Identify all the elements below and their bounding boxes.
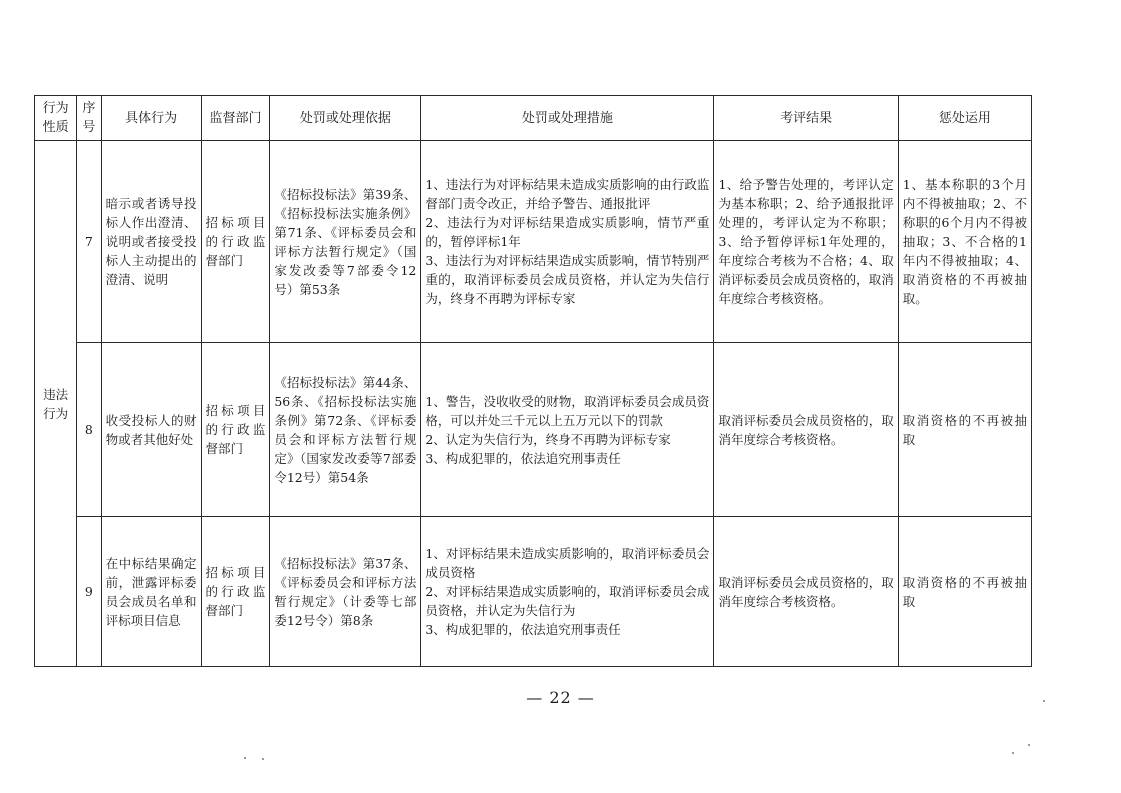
act-cell: 暗示或者诱导投标人作出澄清、说明或者接受投标人主动提出的澄清、说明 bbox=[101, 141, 201, 343]
basis-cell: 《招标投标法》第39条、《招标投标法实施条例》第71条、《评标委员会和评标方法暂行规定》（国家发改委等7部委令12号）第53条 bbox=[270, 141, 421, 343]
measure-cell: 1、违法行为对评标结果未造成实质影响的由行政监督部门责令改正，并给予警告、通报批评 2、违法行为对评标结果造成实质影响，情节严重的，暂停评标1年 3、违法行为对评标结果造成实质影响，情节特别严重的，取消评标委员会成员资格，并认定为失信行为，终身不再聘为评标专家 bbox=[421, 141, 714, 343]
table-row bbox=[35, 517, 1032, 667]
use-cell: 取消资格的不再被抽取 bbox=[898, 517, 1031, 667]
scan-speck bbox=[244, 757, 246, 759]
table-row bbox=[35, 141, 1032, 343]
measure-cell: 1、对评标结果未造成实质影响的，取消评标委员会成员资格 2、对评标结果造成实质影响的，取消评标委员会成员资格，并认定为失信行为 3、构成犯罪的，依法追究刑事责任 bbox=[421, 517, 714, 667]
header-nature: 行为 性质 bbox=[35, 96, 77, 141]
header-use: 惩处运用 bbox=[898, 96, 1031, 141]
dept-cell: 招标项目的行政监督部门 bbox=[201, 517, 270, 667]
header-act: 具体行为 bbox=[101, 96, 201, 141]
use-cell: 取消资格的不再被抽取 bbox=[898, 343, 1031, 517]
seq-cell: 9 bbox=[77, 517, 101, 667]
act-cell: 在中标结果确定前，泄露评标委员会成员名单和评标项目信息 bbox=[101, 517, 201, 667]
nature-cell: 违法 行为 bbox=[35, 141, 77, 667]
penalty-table bbox=[34, 95, 1032, 667]
scan-speck bbox=[1028, 744, 1030, 746]
basis-cell: 《招标投标法》第37条、《评标委员会和评标方法暂行规定》（计委等七部委12号令）第8条 bbox=[270, 517, 421, 667]
measure-cell: 1、警告，没收收受的财物，取消评标委员会成员资格，可以并处三千元以上五万元以下的罚款 2、认定为失信行为，终身不再聘为评标专家 3、构成犯罪的，依法追究刑事责任 bbox=[421, 343, 714, 517]
header-result: 考评结果 bbox=[714, 96, 898, 141]
dept-cell: 招标项目的行政监督部门 bbox=[201, 141, 270, 343]
dept-cell: 招标项目的行政监督部门 bbox=[201, 343, 270, 517]
header-measure: 处罚或处理措施 bbox=[421, 96, 714, 141]
seq-cell: 8 bbox=[77, 343, 101, 517]
result-cell: 取消评标委员会成员资格的，取消年度综合考核资格。 bbox=[714, 343, 898, 517]
page-number: — 22 — bbox=[526, 688, 595, 707]
use-cell: 1、基本称职的3个月内不得被抽取；2、不称职的6个月内不得被抽取；3、不合格的1年内不得被抽取；4、取消资格的不再被抽取。 bbox=[898, 141, 1031, 343]
header-seq: 序 号 bbox=[77, 96, 101, 141]
scan-speck bbox=[1043, 700, 1045, 702]
scan-speck bbox=[1012, 752, 1014, 754]
table-row bbox=[35, 343, 1032, 517]
result-cell: 1、给予警告处理的，考评认定为基本称职；2、给予通报批评处理的，考评认定为不称职；3、给予暂停评标1年处理的，年度综合考核为不合格；4、取消评标委员会成员资格的，取消年度综合考核资格。 bbox=[714, 141, 898, 343]
table-header-row bbox=[35, 96, 1032, 141]
header-dept: 监督部门 bbox=[201, 96, 270, 141]
scan-speck bbox=[262, 758, 264, 760]
result-cell: 取消评标委员会成员资格的，取消年度综合考核资格。 bbox=[714, 517, 898, 667]
basis-cell: 《招标投标法》第44条、56条、《招标投标法实施条例》第72条、《评标委员会和评标方法暂行规定》（国家发改委等7部委令12号）第54条 bbox=[270, 343, 421, 517]
act-cell: 收受投标人的财物或者其他好处 bbox=[101, 343, 201, 517]
seq-cell: 7 bbox=[77, 141, 101, 343]
header-basis: 处罚或处理依据 bbox=[270, 96, 421, 141]
